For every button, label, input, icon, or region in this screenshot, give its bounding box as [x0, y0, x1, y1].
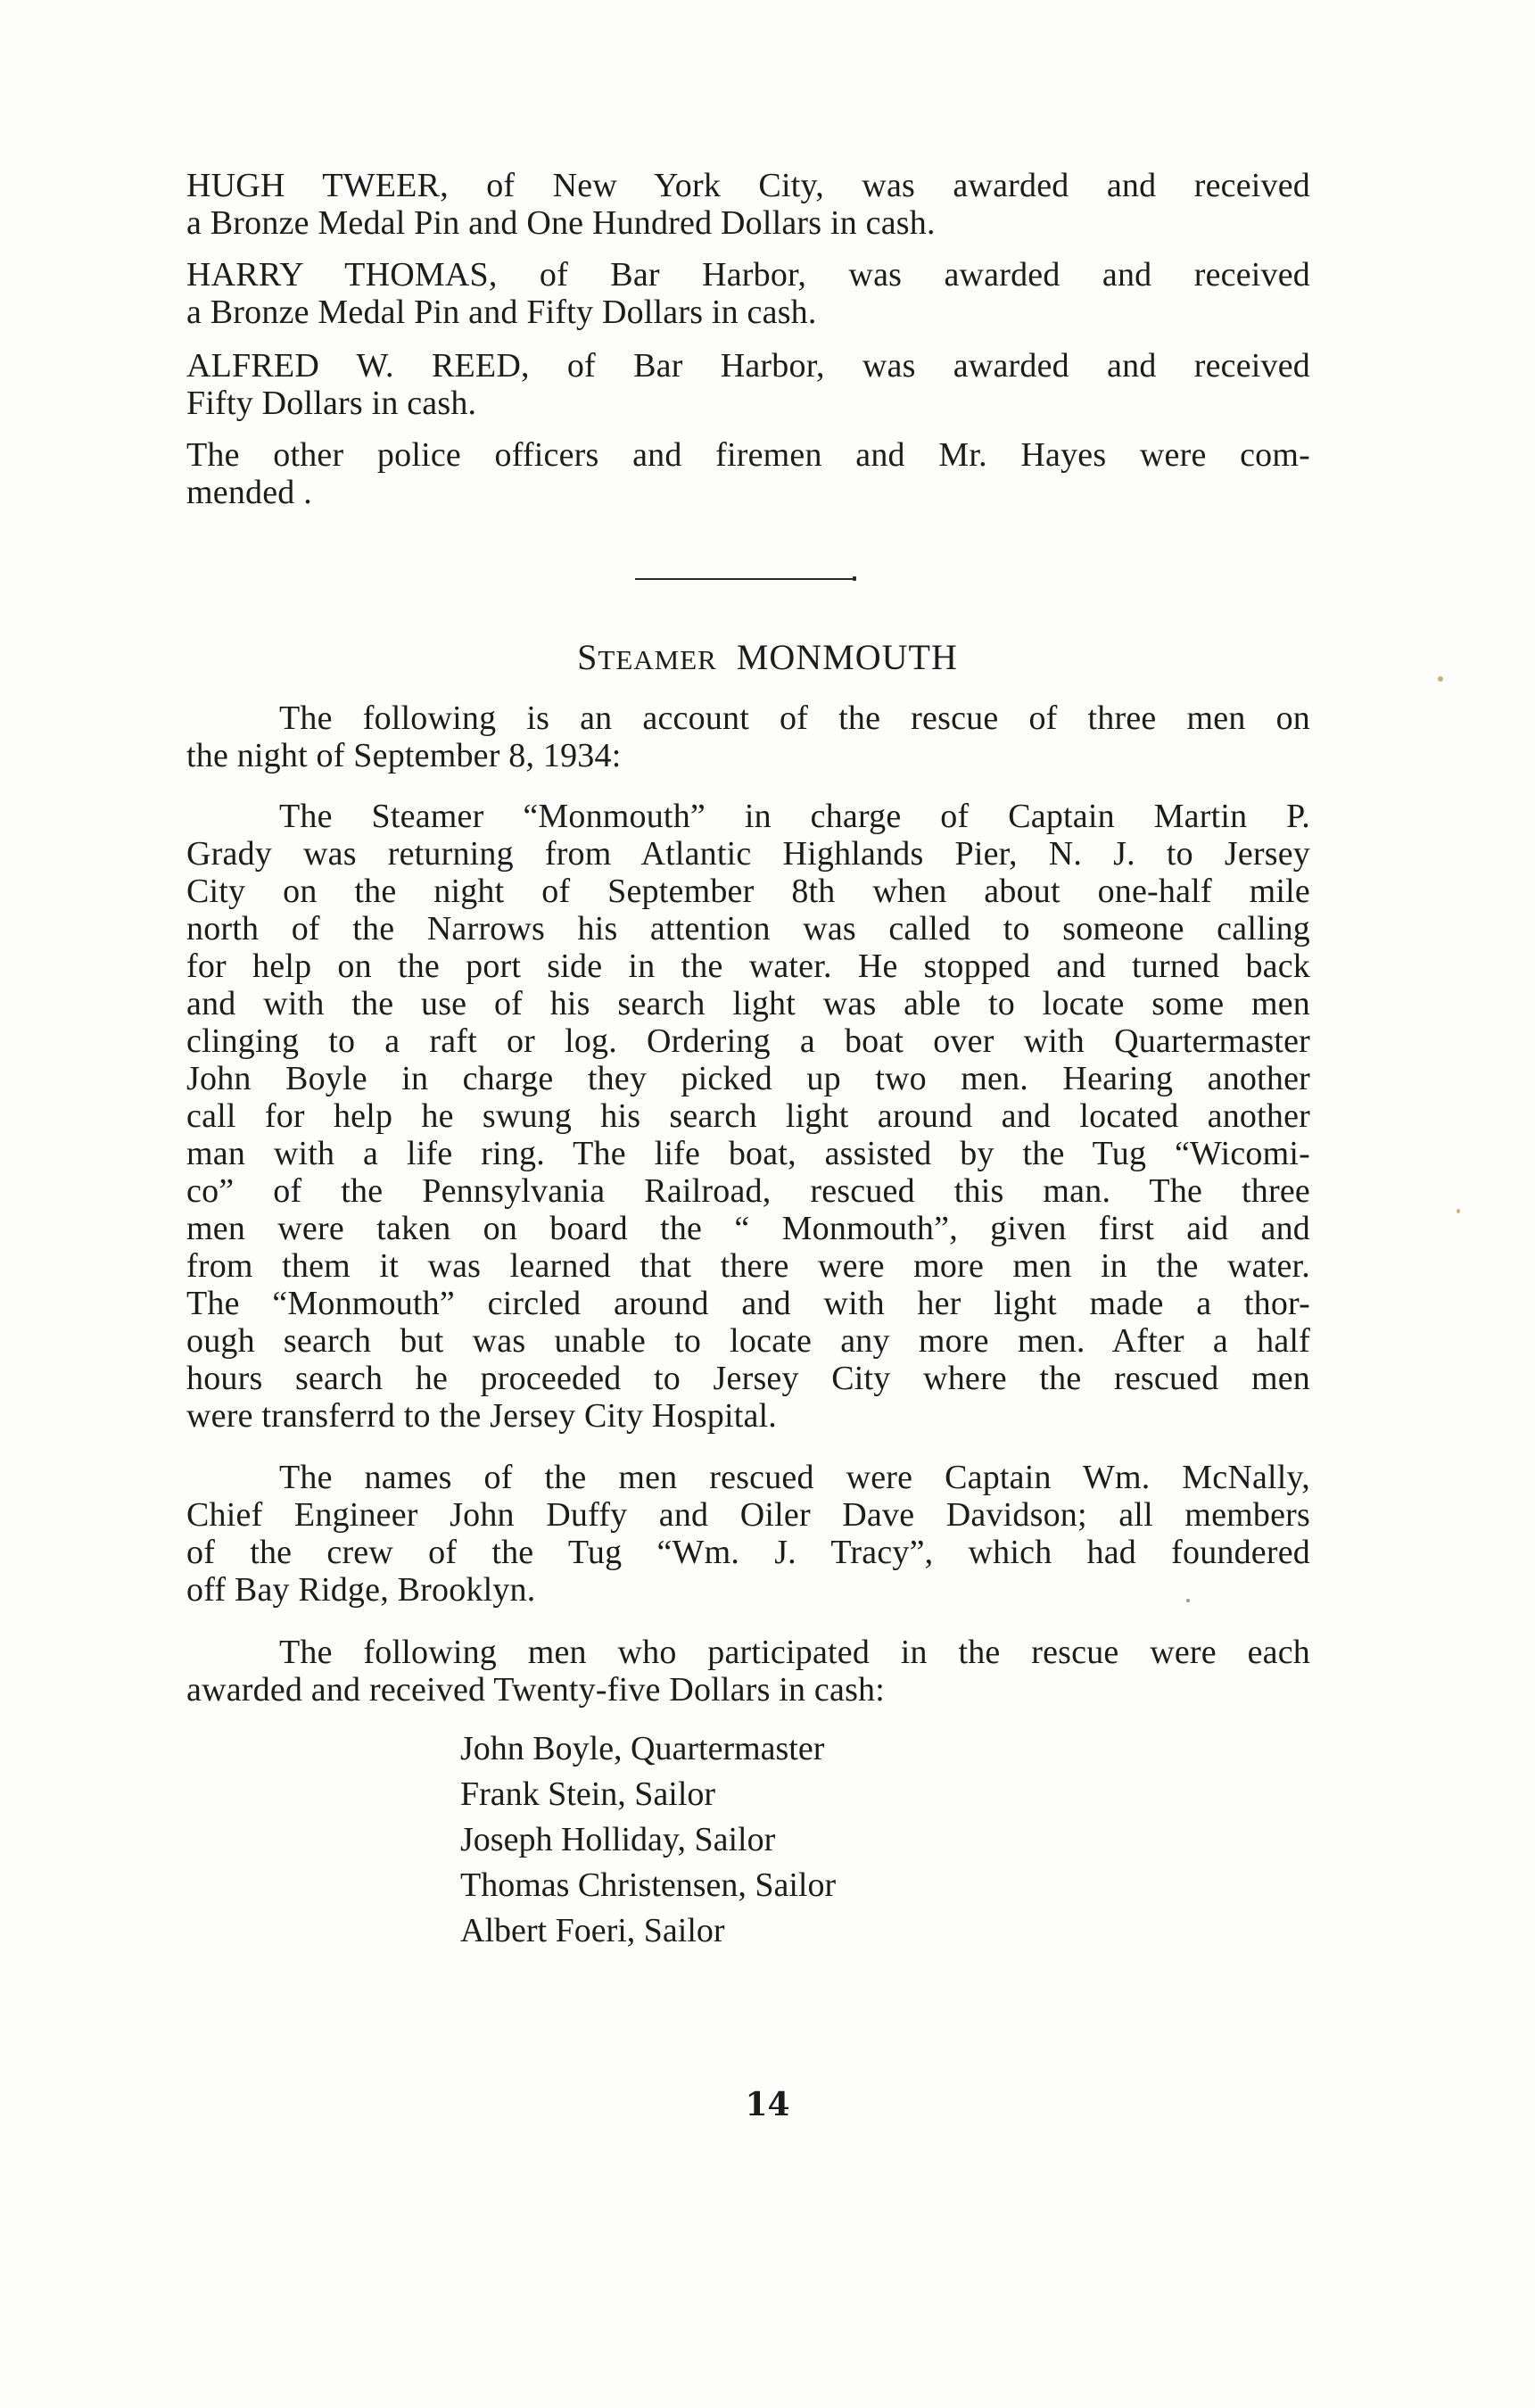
commendation-line-2: mended . — [186, 474, 312, 511]
recipient-item: Joseph Holliday, Sailor — [460, 1821, 776, 1858]
account-line-12: men were taken on board the “ Monmouth”, given first aid and — [186, 1210, 1310, 1247]
account-line-2: Grady was returning from Atlantic Highlands Pier, N. J. to Jersey — [186, 835, 1310, 873]
award-intro-line-2: awarded and received Twenty-five Dollars in cash: — [186, 1671, 886, 1709]
scan-speck-decoration — [1438, 676, 1443, 682]
account-line-5: for help on the port side in the water. He stopped and turned back — [186, 947, 1310, 985]
commendation-line-1: The other police officers and firemen and Mr. Hayes were com- — [186, 436, 1310, 474]
scan-speck-decoration — [1457, 1209, 1460, 1213]
rescued-names-line-3: of the crew of the Tug “Wm. J. Tracy”, which had foundered — [186, 1534, 1310, 1571]
award-alfred-reed-line-1: ALFRED W. REED, of Bar Harbor, was awarded and received — [186, 347, 1310, 385]
account-line-4: north of the Narrows his attention was called to someone calling — [186, 910, 1310, 947]
award-alfred-reed-line-2: Fifty Dollars in cash. — [186, 385, 477, 422]
award-hugh-tweer-line-1: HUGH TWEER, of New York City, was awarded and received — [186, 167, 1310, 204]
account-line-15: ough search but was unable to locate any more men. After a half — [186, 1322, 1310, 1360]
rescued-names-line-4: off Bay Ridge, Brooklyn. — [186, 1571, 536, 1609]
rescued-names-line-2: Chief Engineer John Duffy and Oiler Dave Davidson; all members — [186, 1496, 1310, 1534]
rescued-names-line-1: The names of the men rescued were Captain Wm. McNally, — [279, 1459, 1310, 1496]
recipient-item: Albert Foeri, Sailor — [460, 1912, 725, 1949]
account-line-9: call for help he swung his search light around and located another — [186, 1097, 1310, 1135]
award-hugh-tweer-line-2: a Bronze Medal Pin and One Hundred Dollars in cash. — [186, 204, 936, 242]
recipient-item: Frank Stein, Sailor — [460, 1775, 716, 1813]
account-line-8: John Boyle in charge they picked up two men. Hearing another — [186, 1060, 1310, 1097]
account-line-14: The “Monmouth” circled around and with her light made a thor- — [186, 1285, 1310, 1322]
section-heading — [0, 638, 1535, 680]
intro-line-1: The following is an account of the rescue of three men on — [279, 699, 1310, 737]
heading-main: MONMOUTH — [736, 637, 958, 677]
section-divider — [635, 578, 854, 580]
account-line-11: co” of the Pennsylvania Railroad, rescued this man. The three — [186, 1172, 1310, 1210]
account-line-10: man with a life ring. The life boat, assisted by the Tug “Wicomi- — [186, 1135, 1310, 1172]
recipient-item: Thomas Christensen, Sailor — [460, 1866, 837, 1904]
scan-speck-decoration — [1186, 1599, 1190, 1602]
account-line-1: The Steamer “Monmouth” in charge of Captain Martin P. — [279, 798, 1310, 835]
page-number: 14 — [745, 2086, 790, 2123]
intro-line-2: the night of September 8, 1934: — [186, 737, 622, 774]
heading-small-caps: TEAMER — [598, 644, 717, 675]
recipient-item: John Boyle, Quartermaster — [460, 1730, 825, 1767]
award-harry-thomas-line-1: HARRY THOMAS, of Bar Harbor, was awarded and received — [186, 256, 1310, 294]
account-line-7: clinging to a raft or log. Ordering a boat over with Quartermaster — [186, 1022, 1310, 1060]
heading-initial: S — [577, 637, 598, 677]
account-line-16: hours search he proceeded to Jersey City where the rescued men — [186, 1360, 1310, 1397]
account-line-17: were transferrd to the Jersey City Hospital. — [186, 1397, 777, 1435]
account-line-3: City on the night of September 8th when about one-half mile — [186, 873, 1310, 910]
account-line-6: and with the use of his search light was able to locate some men — [186, 985, 1310, 1022]
account-line-13: from them it was learned that there were more men in the water. — [186, 1247, 1310, 1285]
award-harry-thomas-line-2: a Bronze Medal Pin and Fifty Dollars in cash. — [186, 294, 817, 331]
award-intro-line-1: The following men who participated in the rescue were each — [279, 1634, 1310, 1671]
